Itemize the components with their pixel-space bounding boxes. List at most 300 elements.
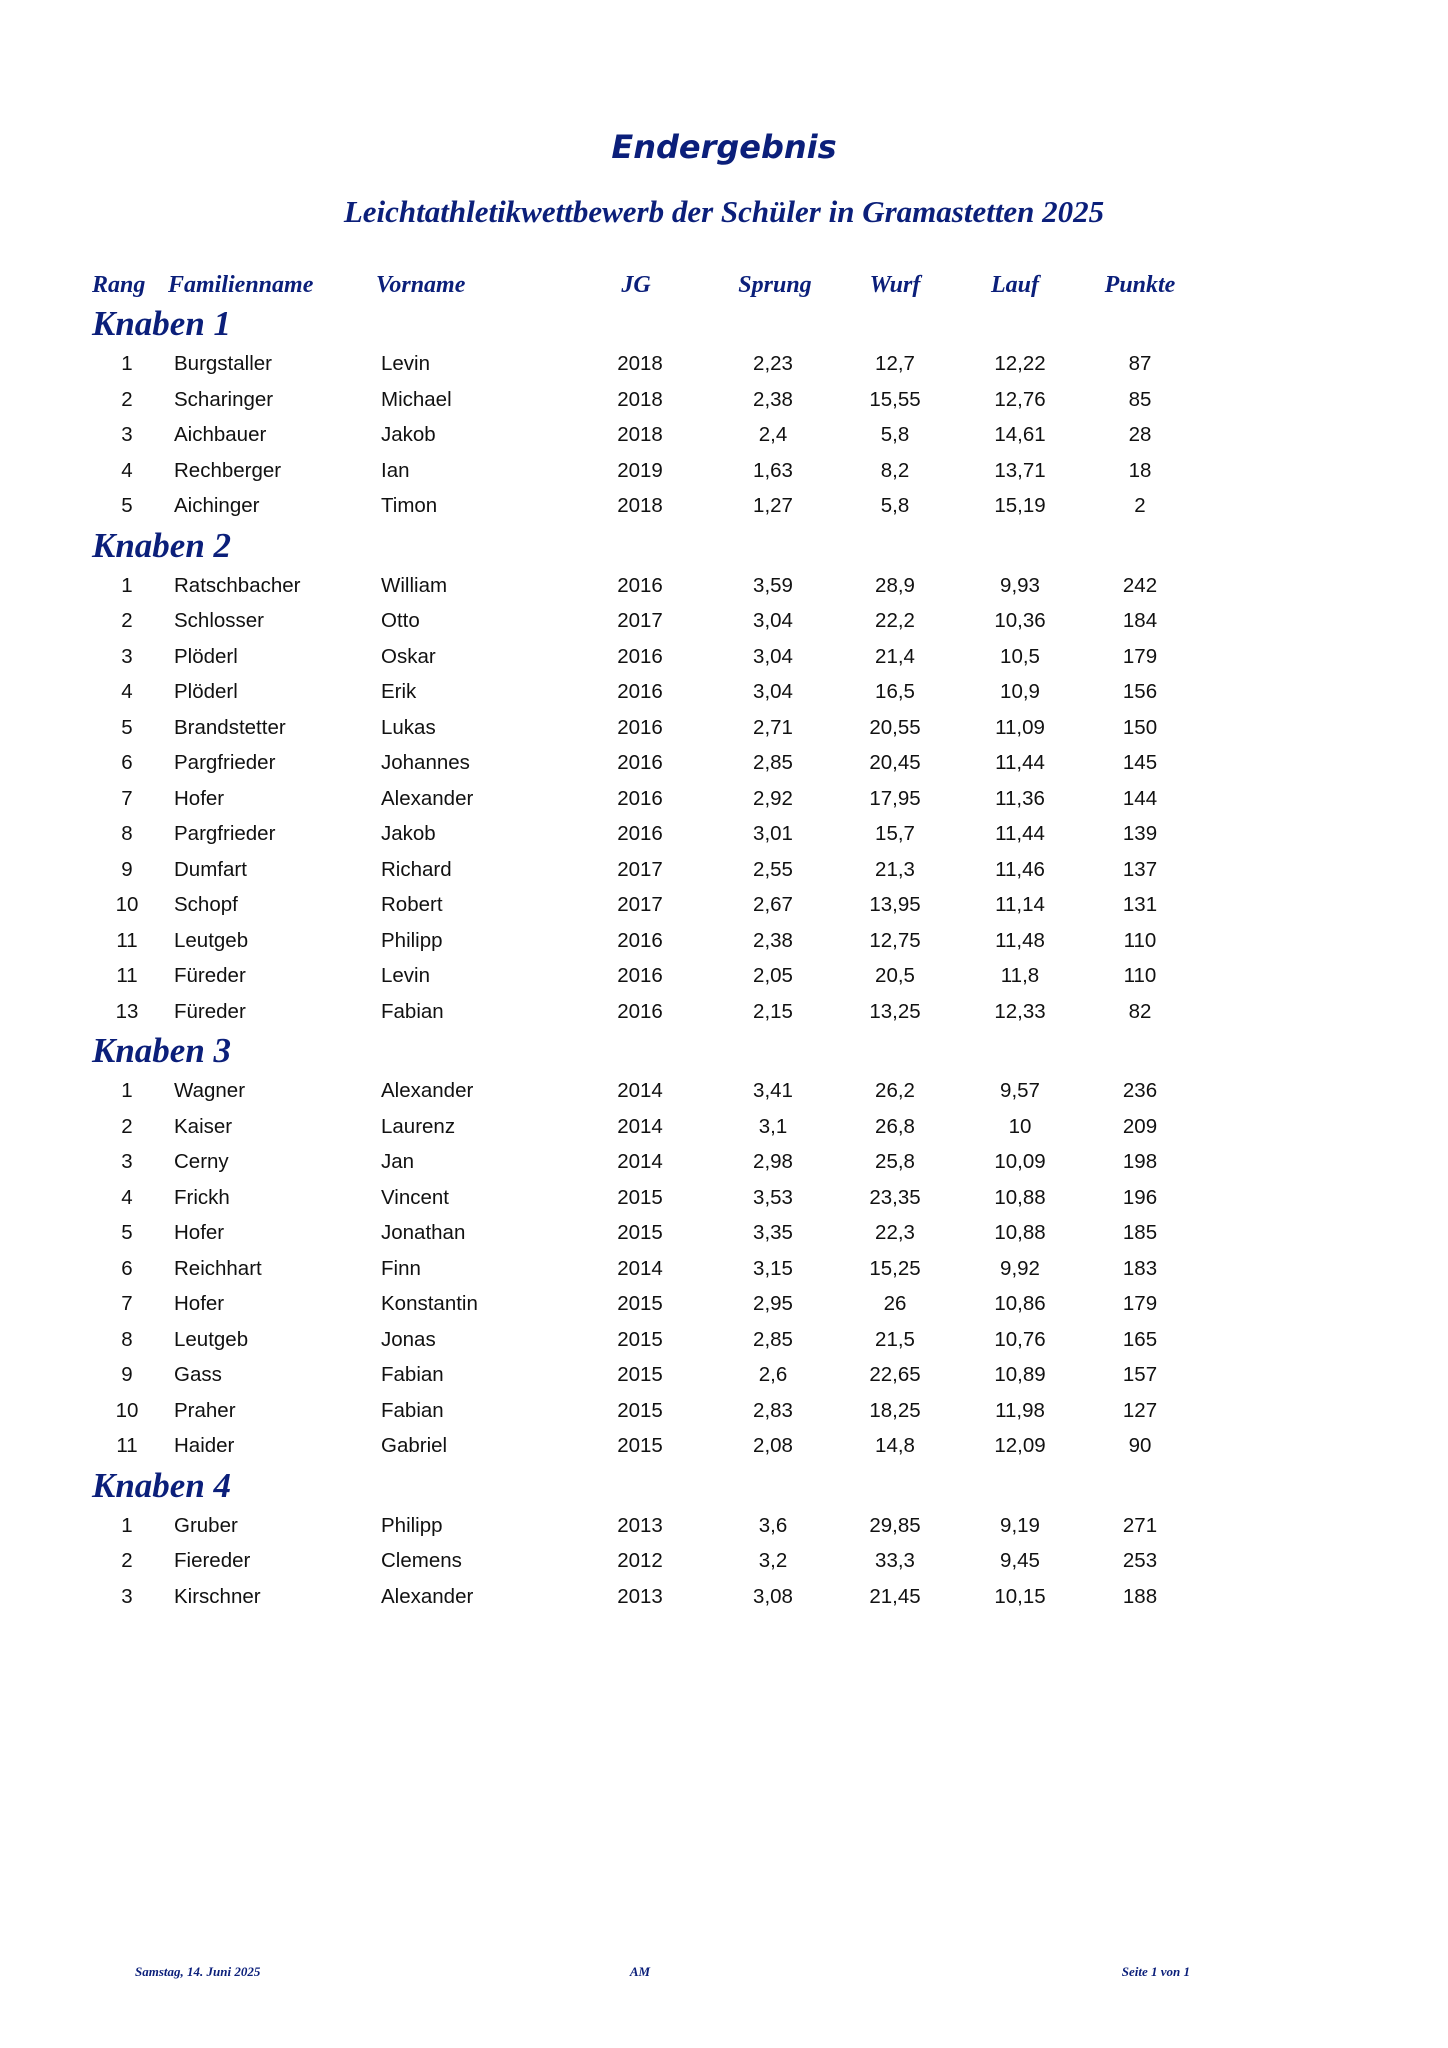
column-header-sprung: Sprung <box>738 272 812 298</box>
points-cell: 198 <box>1122 1150 1158 1173</box>
throw-cell: 5,8 <box>880 423 910 446</box>
first-name-cell: Clemens <box>381 1549 462 1572</box>
column-header-punkte: Punkte <box>1104 272 1176 298</box>
run-cell: 11,98 <box>995 1398 1045 1422</box>
birth-year-cell: 2015 <box>617 1363 663 1386</box>
birth-year-cell: 2015 <box>617 1327 663 1351</box>
family-name-cell: Cerny <box>174 1150 229 1173</box>
jump-cell: 2,95 <box>753 1292 793 1315</box>
throw-cell: 26,2 <box>875 1079 915 1102</box>
first-name-cell: Oskar <box>381 644 436 668</box>
first-name-cell: Alexander <box>381 1584 474 1608</box>
table-row <box>0 417 1448 453</box>
family-name-cell: Gruber <box>174 1513 238 1537</box>
throw-cell: 8,2 <box>880 458 910 482</box>
birth-year-cell: 2014 <box>617 1256 663 1280</box>
points-cell: 156 <box>1122 680 1158 703</box>
first-name-cell: Jonas <box>381 1327 436 1351</box>
throw-cell: 21,5 <box>875 1327 915 1351</box>
table-row <box>0 1322 1448 1358</box>
first-name-cell: Otto <box>381 609 420 632</box>
group-heading: Knaben 4 <box>92 1465 232 1505</box>
throw-cell: 20,5 <box>875 964 915 987</box>
birth-year-cell: 2015 <box>617 1221 663 1244</box>
first-name-cell: Richard <box>381 857 452 881</box>
family-name-cell: Hofer <box>174 1221 225 1244</box>
rank-cell: 11 <box>116 928 138 952</box>
first-name-cell: Jonathan <box>381 1221 466 1244</box>
table-row <box>0 639 1448 675</box>
family-name-cell: Leutgeb <box>174 928 249 952</box>
first-name-cell: Johannes <box>381 751 470 774</box>
birth-year-cell: 2016 <box>617 928 663 952</box>
table-row <box>0 603 1448 639</box>
points-cell: 236 <box>1122 1079 1158 1102</box>
points-cell: 144 <box>1122 786 1158 810</box>
jump-cell: 3,41 <box>753 1079 793 1102</box>
throw-cell: 28,9 <box>875 573 915 597</box>
family-name-cell: Kaiser <box>174 1114 233 1138</box>
family-name-cell: Fiereder <box>174 1549 251 1572</box>
throw-cell: 23,35 <box>869 1185 921 1209</box>
rank-cell: 6 <box>121 1256 133 1280</box>
table-row <box>0 674 1448 710</box>
first-name-cell: Laurenz <box>381 1114 456 1138</box>
jump-cell: 3,2 <box>758 1549 788 1572</box>
family-name-cell: Schlosser <box>174 609 265 632</box>
birth-year-cell: 2014 <box>617 1079 663 1102</box>
run-cell: 9,92 <box>1000 1256 1040 1280</box>
throw-cell: 17,95 <box>869 786 921 810</box>
points-cell: 184 <box>1122 609 1158 632</box>
table-row <box>0 710 1448 746</box>
table-row <box>0 745 1448 781</box>
family-name-cell: Kirschner <box>174 1584 261 1608</box>
first-name-cell: Fabian <box>381 999 444 1023</box>
family-name-cell: Füreder <box>174 964 246 987</box>
family-name-cell: Wagner <box>174 1079 246 1102</box>
jump-cell: 2,6 <box>758 1363 788 1386</box>
birth-year-cell: 2014 <box>617 1150 663 1173</box>
column-header-vorname: Vorname <box>376 272 466 298</box>
jump-cell: 2,83 <box>753 1398 793 1422</box>
first-name-cell: Erik <box>381 680 417 703</box>
birth-year-cell: 2016 <box>617 715 663 739</box>
throw-cell: 29,85 <box>869 1513 921 1537</box>
family-name-cell: Gass <box>174 1363 222 1386</box>
table-row <box>0 1073 1448 1109</box>
first-name-cell: Jan <box>381 1150 415 1173</box>
first-name-cell: Philipp <box>381 928 443 952</box>
points-cell: 110 <box>1123 964 1157 987</box>
jump-cell: 2,85 <box>753 1327 793 1351</box>
first-name-cell: Fabian <box>381 1398 444 1422</box>
group-heading: Knaben 2 <box>92 525 232 565</box>
table-row <box>0 488 1448 524</box>
throw-cell: 15,25 <box>869 1256 921 1280</box>
points-cell: 145 <box>1122 751 1158 774</box>
family-name-cell: Aichbauer <box>174 423 267 446</box>
jump-cell: 3,01 <box>753 822 793 845</box>
table-row <box>0 1393 1448 1429</box>
rank-cell: 9 <box>121 1363 133 1386</box>
birth-year-cell: 2013 <box>617 1584 663 1608</box>
family-name-cell: Hofer <box>174 786 225 810</box>
throw-cell: 14,8 <box>875 1434 915 1457</box>
family-name-cell: Burgstaller <box>174 352 272 375</box>
run-cell: 12,22 <box>994 352 1046 375</box>
run-cell: 12,76 <box>994 387 1046 411</box>
rank-cell: 5 <box>121 715 133 739</box>
column-header-jg: JG <box>621 272 651 298</box>
points-cell: 157 <box>1122 1363 1158 1386</box>
run-cell: 10,15 <box>994 1584 1046 1608</box>
rank-cell: 4 <box>121 680 133 703</box>
footer-initials: AM <box>629 1964 651 1979</box>
birth-year-cell: 2017 <box>617 893 663 916</box>
birth-year-cell: 2016 <box>617 680 663 703</box>
points-cell: 188 <box>1122 1584 1158 1608</box>
rank-cell: 2 <box>121 1114 133 1138</box>
table-row <box>0 994 1448 1030</box>
points-cell: 127 <box>1122 1398 1158 1422</box>
run-cell: 10,86 <box>994 1292 1046 1315</box>
throw-cell: 13,95 <box>869 893 921 916</box>
rank-cell: 11 <box>116 964 138 987</box>
throw-cell: 21,4 <box>875 644 915 668</box>
run-cell: 11,8 <box>1000 964 1040 987</box>
points-cell: 85 <box>1128 387 1152 411</box>
throw-cell: 20,55 <box>869 715 921 739</box>
jump-cell: 3,1 <box>758 1114 788 1138</box>
throw-cell: 22,65 <box>869 1363 921 1386</box>
table-row <box>0 816 1448 852</box>
rank-cell: 1 <box>121 573 133 597</box>
jump-cell: 2,92 <box>753 786 793 810</box>
jump-cell: 3,6 <box>758 1513 788 1537</box>
first-name-cell: Vincent <box>381 1185 450 1209</box>
document-title: Endergebnis <box>611 128 837 166</box>
throw-cell: 26 <box>883 1292 907 1315</box>
run-cell: 9,45 <box>1000 1549 1040 1572</box>
family-name-cell: Pargfrieder <box>174 751 276 774</box>
table-row <box>0 781 1448 817</box>
birth-year-cell: 2016 <box>617 786 663 810</box>
rank-cell: 10 <box>115 893 139 916</box>
throw-cell: 12,7 <box>875 352 915 375</box>
group-section <box>0 1464 1448 1615</box>
points-cell: 137 <box>1122 857 1158 881</box>
table-row <box>0 453 1448 489</box>
birth-year-cell: 2016 <box>617 822 663 845</box>
points-cell: 179 <box>1122 644 1158 668</box>
table-row <box>0 1180 1448 1216</box>
footer-page-number: Seite 1 von 1 <box>1121 1964 1190 1979</box>
throw-cell: 20,45 <box>869 751 921 774</box>
table-row <box>0 1508 1448 1544</box>
jump-cell: 3,04 <box>753 644 793 668</box>
birth-year-cell: 2019 <box>617 458 663 482</box>
birth-year-cell: 2014 <box>617 1114 663 1138</box>
document-subtitle: Leichtathletikwettbewerb der Schüler in Gramastetten 2025 <box>343 194 1105 229</box>
rank-cell: 3 <box>121 1150 133 1173</box>
run-cell: 10,09 <box>994 1150 1046 1173</box>
jump-cell: 3,15 <box>753 1256 793 1280</box>
table-row <box>0 1579 1448 1615</box>
run-cell: 11,46 <box>995 857 1045 881</box>
run-cell: 11,09 <box>995 715 1045 739</box>
birth-year-cell: 2015 <box>617 1434 663 1457</box>
jump-cell: 3,04 <box>753 680 793 703</box>
jump-cell: 2,08 <box>753 1434 793 1457</box>
rank-cell: 11 <box>116 1434 138 1457</box>
first-name-cell: Levin <box>381 352 431 375</box>
column-header-rang: Rang <box>92 272 146 298</box>
run-cell: 10 <box>1008 1114 1032 1138</box>
run-cell: 10,88 <box>994 1185 1046 1209</box>
rank-cell: 2 <box>121 609 133 632</box>
points-cell: 150 <box>1122 715 1158 739</box>
jump-cell: 3,59 <box>753 573 793 597</box>
birth-year-cell: 2018 <box>617 494 663 517</box>
rank-cell: 9 <box>121 857 133 881</box>
table-row <box>0 1109 1448 1145</box>
run-cell: 15,19 <box>994 494 1046 517</box>
table-row <box>0 1428 1448 1464</box>
jump-cell: 2,23 <box>753 352 793 375</box>
rank-cell: 6 <box>121 751 133 774</box>
jump-cell: 1,27 <box>753 494 793 517</box>
table-row <box>0 382 1448 418</box>
birth-year-cell: 2013 <box>617 1513 663 1537</box>
group-section <box>0 302 1448 524</box>
first-name-cell: Ian <box>381 458 410 482</box>
rank-cell: 7 <box>121 1292 133 1315</box>
jump-cell: 2,15 <box>753 999 793 1023</box>
first-name-cell: Fabian <box>381 1363 444 1386</box>
table-row <box>0 923 1448 959</box>
birth-year-cell: 2015 <box>617 1292 663 1315</box>
rank-cell: 1 <box>121 1079 133 1102</box>
group-heading: Knaben 1 <box>92 304 232 343</box>
family-name-cell: Frickh <box>174 1185 230 1209</box>
run-cell: 12,33 <box>994 999 1046 1023</box>
group-heading: Knaben 3 <box>92 1031 232 1070</box>
birth-year-cell: 2016 <box>617 751 663 774</box>
first-name-cell: Michael <box>381 387 452 411</box>
run-cell: 11,48 <box>995 928 1045 952</box>
table-row <box>0 346 1448 382</box>
group-section <box>0 524 1448 1030</box>
rank-cell: 4 <box>121 1185 133 1209</box>
jump-cell: 2,98 <box>753 1150 793 1173</box>
birth-year-cell: 2015 <box>617 1398 663 1422</box>
table-row <box>0 852 1448 888</box>
throw-cell: 15,55 <box>869 387 921 411</box>
family-name-cell: Brandstetter <box>174 715 286 739</box>
first-name-cell: Jakob <box>381 423 436 446</box>
table-row <box>0 887 1448 923</box>
birth-year-cell: 2017 <box>617 609 663 632</box>
jump-cell: 1,63 <box>753 458 793 482</box>
family-name-cell: Aichinger <box>174 494 260 517</box>
birth-year-cell: 2018 <box>617 423 663 446</box>
rank-cell: 3 <box>121 644 133 668</box>
throw-cell: 22,3 <box>875 1221 915 1244</box>
jump-cell: 2,71 <box>753 715 793 739</box>
points-cell: 87 <box>1128 352 1152 375</box>
first-name-cell: Gabriel <box>381 1434 448 1457</box>
run-cell: 11,36 <box>995 786 1045 810</box>
table-row <box>0 1215 1448 1251</box>
family-name-cell: Rechberger <box>174 458 282 482</box>
jump-cell: 2,55 <box>753 857 793 881</box>
points-cell: 196 <box>1122 1185 1158 1209</box>
column-header-familienname: Familienname <box>168 272 314 298</box>
run-cell: 10,88 <box>994 1221 1046 1244</box>
run-cell: 10,76 <box>994 1327 1046 1351</box>
rank-cell: 5 <box>121 494 133 517</box>
birth-year-cell: 2015 <box>617 1185 663 1209</box>
points-cell: 253 <box>1122 1549 1158 1572</box>
run-cell: 12,09 <box>994 1434 1046 1457</box>
birth-year-cell: 2012 <box>617 1549 663 1572</box>
jump-cell: 3,04 <box>753 609 793 632</box>
rank-cell: 10 <box>115 1398 139 1422</box>
run-cell: 9,19 <box>1000 1513 1040 1537</box>
first-name-cell: William <box>381 573 448 597</box>
family-name-cell: Praher <box>174 1398 236 1422</box>
throw-cell: 12,75 <box>869 928 921 952</box>
first-name-cell: Philipp <box>381 1513 443 1537</box>
run-cell: 11,44 <box>995 751 1045 774</box>
throw-cell: 33,3 <box>875 1549 915 1572</box>
run-cell: 14,61 <box>994 423 1046 446</box>
rank-cell: 5 <box>121 1221 133 1244</box>
first-name-cell: Robert <box>381 893 443 916</box>
throw-cell: 13,25 <box>869 999 921 1023</box>
table-row <box>0 1144 1448 1180</box>
first-name-cell: Konstantin <box>381 1292 478 1315</box>
birth-year-cell: 2016 <box>617 573 663 597</box>
rank-cell: 1 <box>121 352 133 375</box>
first-name-cell: Levin <box>381 964 431 987</box>
rank-cell: 13 <box>115 999 139 1023</box>
rank-cell: 8 <box>121 822 133 845</box>
throw-cell: 26,8 <box>875 1114 915 1138</box>
jump-cell: 3,08 <box>753 1584 793 1608</box>
jump-cell: 2,38 <box>753 387 793 411</box>
jump-cell: 3,35 <box>753 1221 793 1244</box>
family-name-cell: Hofer <box>174 1292 225 1315</box>
table-row <box>0 1357 1448 1393</box>
family-name-cell: Füreder <box>174 999 246 1023</box>
first-name-cell: Timon <box>381 494 438 517</box>
birth-year-cell: 2018 <box>617 352 663 375</box>
points-cell: 209 <box>1122 1114 1158 1138</box>
jump-cell: 2,85 <box>753 751 793 774</box>
group-section <box>0 1029 1448 1464</box>
rank-cell: 1 <box>121 1513 133 1537</box>
results-table <box>0 302 1448 1614</box>
family-name-cell: Dumfart <box>174 857 247 881</box>
run-cell: 10,89 <box>994 1363 1046 1386</box>
table-row <box>0 1543 1448 1579</box>
table-row <box>0 568 1448 604</box>
first-name-cell: Alexander <box>381 786 474 810</box>
throw-cell: 18,25 <box>869 1398 921 1422</box>
run-cell: 10,36 <box>994 609 1046 632</box>
points-cell: 165 <box>1122 1327 1158 1351</box>
points-cell: 110 <box>1123 928 1157 952</box>
run-cell: 9,93 <box>1000 573 1040 597</box>
birth-year-cell: 2017 <box>617 857 663 881</box>
rank-cell: 2 <box>121 387 133 411</box>
birth-year-cell: 2016 <box>617 644 663 668</box>
throw-cell: 21,45 <box>869 1584 921 1608</box>
family-name-cell: Schopf <box>174 893 238 916</box>
rank-cell: 3 <box>121 423 133 446</box>
rank-cell: 2 <box>121 1549 133 1572</box>
first-name-cell: Finn <box>381 1256 421 1280</box>
table-row <box>0 1286 1448 1322</box>
throw-cell: 5,8 <box>880 494 910 517</box>
throw-cell: 25,8 <box>875 1150 915 1173</box>
jump-cell: 2,05 <box>753 964 793 987</box>
rank-cell: 4 <box>121 458 133 482</box>
throw-cell: 21,3 <box>875 857 915 881</box>
points-cell: 271 <box>1122 1513 1158 1537</box>
table-row <box>0 1251 1448 1287</box>
birth-year-cell: 2016 <box>617 964 663 987</box>
run-cell: 13,71 <box>994 458 1046 482</box>
points-cell: 183 <box>1122 1256 1158 1280</box>
points-cell: 28 <box>1128 423 1152 446</box>
throw-cell: 22,2 <box>875 609 915 632</box>
rank-cell: 3 <box>121 1584 133 1608</box>
throw-cell: 15,7 <box>875 822 915 845</box>
points-cell: 2 <box>1134 494 1146 517</box>
family-name-cell: Ratschbacher <box>174 573 301 597</box>
points-cell: 242 <box>1122 573 1158 597</box>
points-cell: 90 <box>1128 1434 1152 1457</box>
table-row <box>0 958 1448 994</box>
run-cell: 10,5 <box>1000 644 1040 668</box>
first-name-cell: Jakob <box>381 822 436 845</box>
column-header-wurf: Wurf <box>869 272 921 298</box>
points-cell: 185 <box>1122 1221 1158 1244</box>
rank-cell: 7 <box>121 786 133 810</box>
family-name-cell: Haider <box>174 1434 235 1457</box>
jump-cell: 3,53 <box>753 1185 793 1209</box>
family-name-cell: Scharinger <box>174 387 274 411</box>
footer-date: Samstag, 14. Juni 2025 <box>135 1964 261 1979</box>
birth-year-cell: 2018 <box>617 387 663 411</box>
jump-cell: 2,4 <box>758 423 788 446</box>
jump-cell: 2,67 <box>753 893 793 916</box>
points-cell: 18 <box>1128 458 1152 482</box>
points-cell: 131 <box>1122 893 1158 916</box>
first-name-cell: Alexander <box>381 1079 474 1102</box>
family-name-cell: Plöderl <box>174 680 238 703</box>
run-cell: 11,14 <box>995 893 1045 916</box>
family-name-cell: Plöderl <box>174 644 238 668</box>
points-cell: 82 <box>1128 999 1152 1023</box>
family-name-cell: Reichhart <box>174 1256 262 1280</box>
run-cell: 9,57 <box>1000 1079 1040 1102</box>
family-name-cell: Pargfrieder <box>174 822 276 845</box>
run-cell: 11,44 <box>995 822 1045 845</box>
